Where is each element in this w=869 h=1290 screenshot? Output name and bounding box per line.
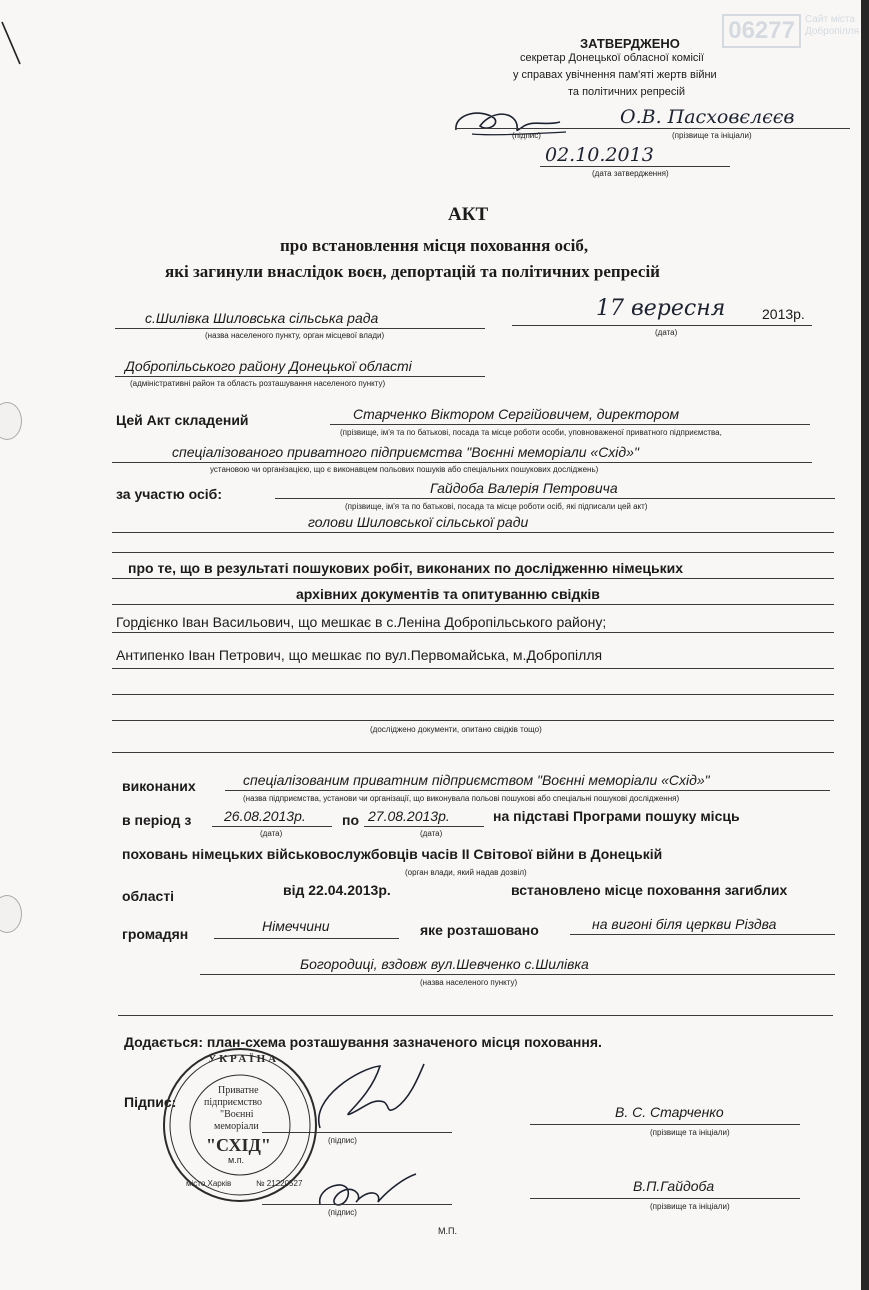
place-caption: (назва населеного пункту, орган місцевої влади) bbox=[205, 331, 385, 340]
stamp-inner2: підприємство bbox=[204, 1097, 263, 1108]
punch-hole-top bbox=[0, 402, 22, 440]
approval-date-handwritten: 02.10.2013 bbox=[545, 144, 654, 166]
authority-caption: (орган влади, який надав дозвіл) bbox=[405, 868, 527, 877]
signer-name-1: В. С. Старченко bbox=[615, 1104, 724, 1120]
watermark-number: 06277 bbox=[722, 14, 801, 48]
approval-heading: ЗАТВЕРДЖЕНО bbox=[580, 36, 680, 51]
approval-line2: у справах увічнення пам'яті жертв війни bbox=[513, 69, 717, 81]
basis-line3b: від 22.04.2013р. bbox=[283, 882, 391, 898]
stamp-code: № 21220527 bbox=[256, 1179, 303, 1188]
witness-1: Гордієнко Іван Васильович, що мешкає в с.Леніна Добропільського району; bbox=[116, 614, 607, 630]
signatures-label: Підпис: bbox=[124, 1094, 177, 1110]
basis-line3a: області bbox=[122, 888, 175, 904]
date-from: 26.08.2013р. bbox=[224, 808, 306, 824]
approval-signature-caption: (підпис) bbox=[512, 131, 541, 140]
site-watermark bbox=[722, 14, 859, 48]
executed-caption: (назва підприємства, установи чи організації, що виконувала польові пошукові або спеціальні пошукові дослідження) bbox=[243, 794, 680, 803]
place-date-handwritten: 17 вересня bbox=[596, 296, 726, 321]
stamp-city: місто Харків bbox=[186, 1179, 232, 1188]
signer-name-2: В.П.Гайдоба bbox=[633, 1178, 715, 1194]
date-to-caption: (дата) bbox=[420, 829, 443, 838]
approval-name-handwritten: О.В. Пасховєлєєв bbox=[620, 106, 795, 128]
location-value2: Богородиці, вздовж вул.Шевченко с.Шилівка bbox=[300, 956, 589, 972]
approval-signature bbox=[450, 104, 570, 140]
pen-mark bbox=[0, 18, 24, 68]
witness-2: Антипенко Іван Петрович, що мешкає по вул.Первомайська, м.Добропілля bbox=[116, 647, 603, 663]
executed-label: виконаних bbox=[122, 778, 196, 794]
results-line2: архівних документів та опитуванню свідків bbox=[296, 586, 600, 602]
district-caption: (адміністративні район та область розташування населеного пункту) bbox=[130, 379, 386, 388]
stamp-inner3: "Воєнні bbox=[220, 1109, 254, 1120]
basis-line2: поховань німецьких військовослужбовців часів ІІ Світової війни в Донецькій bbox=[122, 846, 663, 862]
composed-value2: спеціалізованого приватного підприємства "Воєнні меморіали «Схід»" bbox=[172, 444, 639, 460]
mp-label: М.П. bbox=[438, 1226, 457, 1236]
stamp-mp: м.п. bbox=[228, 1155, 245, 1165]
location-value1: на вигоні біля церкви Різдва bbox=[592, 916, 777, 932]
act-subtitle-line1: про встановлення місця поховання осіб, bbox=[280, 236, 589, 255]
participants-caption1: (прізвище, ім'я та по батькові, посада та місце роботи осіб, які підписали цей акт) bbox=[345, 502, 648, 511]
approval-name-caption: (прізвище та ініціали) bbox=[672, 131, 752, 140]
place-year: 2013р. bbox=[762, 306, 805, 322]
stamp-name: "СХІД" bbox=[206, 1135, 271, 1155]
stamp-inner1: Приватне bbox=[218, 1085, 259, 1096]
stamp-top-text: УКРАЇНА bbox=[208, 1053, 280, 1065]
name1-caption: (прізвище та ініціали) bbox=[650, 1128, 730, 1137]
participants-label: за участю осіб: bbox=[116, 486, 222, 502]
period-to-label: по bbox=[342, 812, 360, 828]
composed-value1: Старченко Віктором Сергійовичем, директором bbox=[353, 406, 680, 422]
watermark-site-line2: Добропілля bbox=[804, 26, 859, 37]
scan-edge bbox=[861, 0, 869, 1290]
date-from-caption: (дата) bbox=[260, 829, 283, 838]
sig1-caption: (підпис) bbox=[328, 1136, 357, 1145]
basis-line3c: встановлено місце поховання загиблих bbox=[511, 882, 788, 898]
citizens-value: Німеччини bbox=[262, 918, 330, 934]
composed-caption1: (прізвище, ім'я та по батькові, посада та місце роботи особи, уповноваженої приватного підприємства, bbox=[340, 428, 722, 437]
place-value: с.Шилівка Шиловська сільська рада bbox=[145, 310, 379, 326]
name2-caption: (прізвище та ініціали) bbox=[650, 1202, 730, 1211]
stamp-inner4: меморіали bbox=[214, 1121, 259, 1132]
approval-line3: та політичних репресій bbox=[568, 86, 685, 98]
approval-line1: секретар Донецької обласної комісії bbox=[520, 52, 704, 64]
place-date-caption: (дата) bbox=[655, 328, 678, 337]
composed-caption2: установою чи організацією, що є виконавцем польових пошуків або спеціальних пошукових досліджень) bbox=[210, 465, 599, 474]
attachment-note: Додається: план-схема розташування зазначеного місця поховання. bbox=[124, 1034, 602, 1050]
location-caption: (назва населеного пункту) bbox=[420, 978, 518, 987]
organization-stamp bbox=[160, 1045, 320, 1205]
act-subtitle-line2: які загинули внаслідок воєн, депортацій та політичних репресій bbox=[165, 262, 660, 281]
results-line1: про те, що в результаті пошукових робіт, виконаних по дослідженню німецьких bbox=[128, 560, 684, 576]
district-value: Добропільського району Донецької області bbox=[125, 358, 412, 374]
period-from-label: в період з bbox=[122, 812, 192, 828]
located-label: яке розташовано bbox=[420, 922, 539, 938]
basis-label: на підставі Програми пошуку місць bbox=[493, 808, 740, 824]
participants-value2: голови Шиловської сільської ради bbox=[308, 514, 529, 530]
punch-hole-bottom bbox=[0, 895, 22, 933]
watermark-site-line1: Сайт міста bbox=[804, 14, 855, 25]
date-to: 27.08.2013р. bbox=[368, 808, 450, 824]
participants-value1: Гайдоба Валерія Петровича bbox=[430, 480, 618, 496]
results-caption: (досліджено документи, опитано свідків тощо) bbox=[370, 725, 542, 734]
executed-value: спеціалізованим приватним підприємством "Воєнні меморіали «Схід»" bbox=[243, 772, 710, 788]
composed-label: Цей Акт складений bbox=[116, 412, 249, 428]
citizens-label: громадян bbox=[122, 926, 189, 942]
act-title: АКТ bbox=[448, 204, 489, 225]
sig2-caption: (підпис) bbox=[328, 1208, 357, 1217]
approval-date-caption: (дата затвердження) bbox=[592, 169, 669, 178]
